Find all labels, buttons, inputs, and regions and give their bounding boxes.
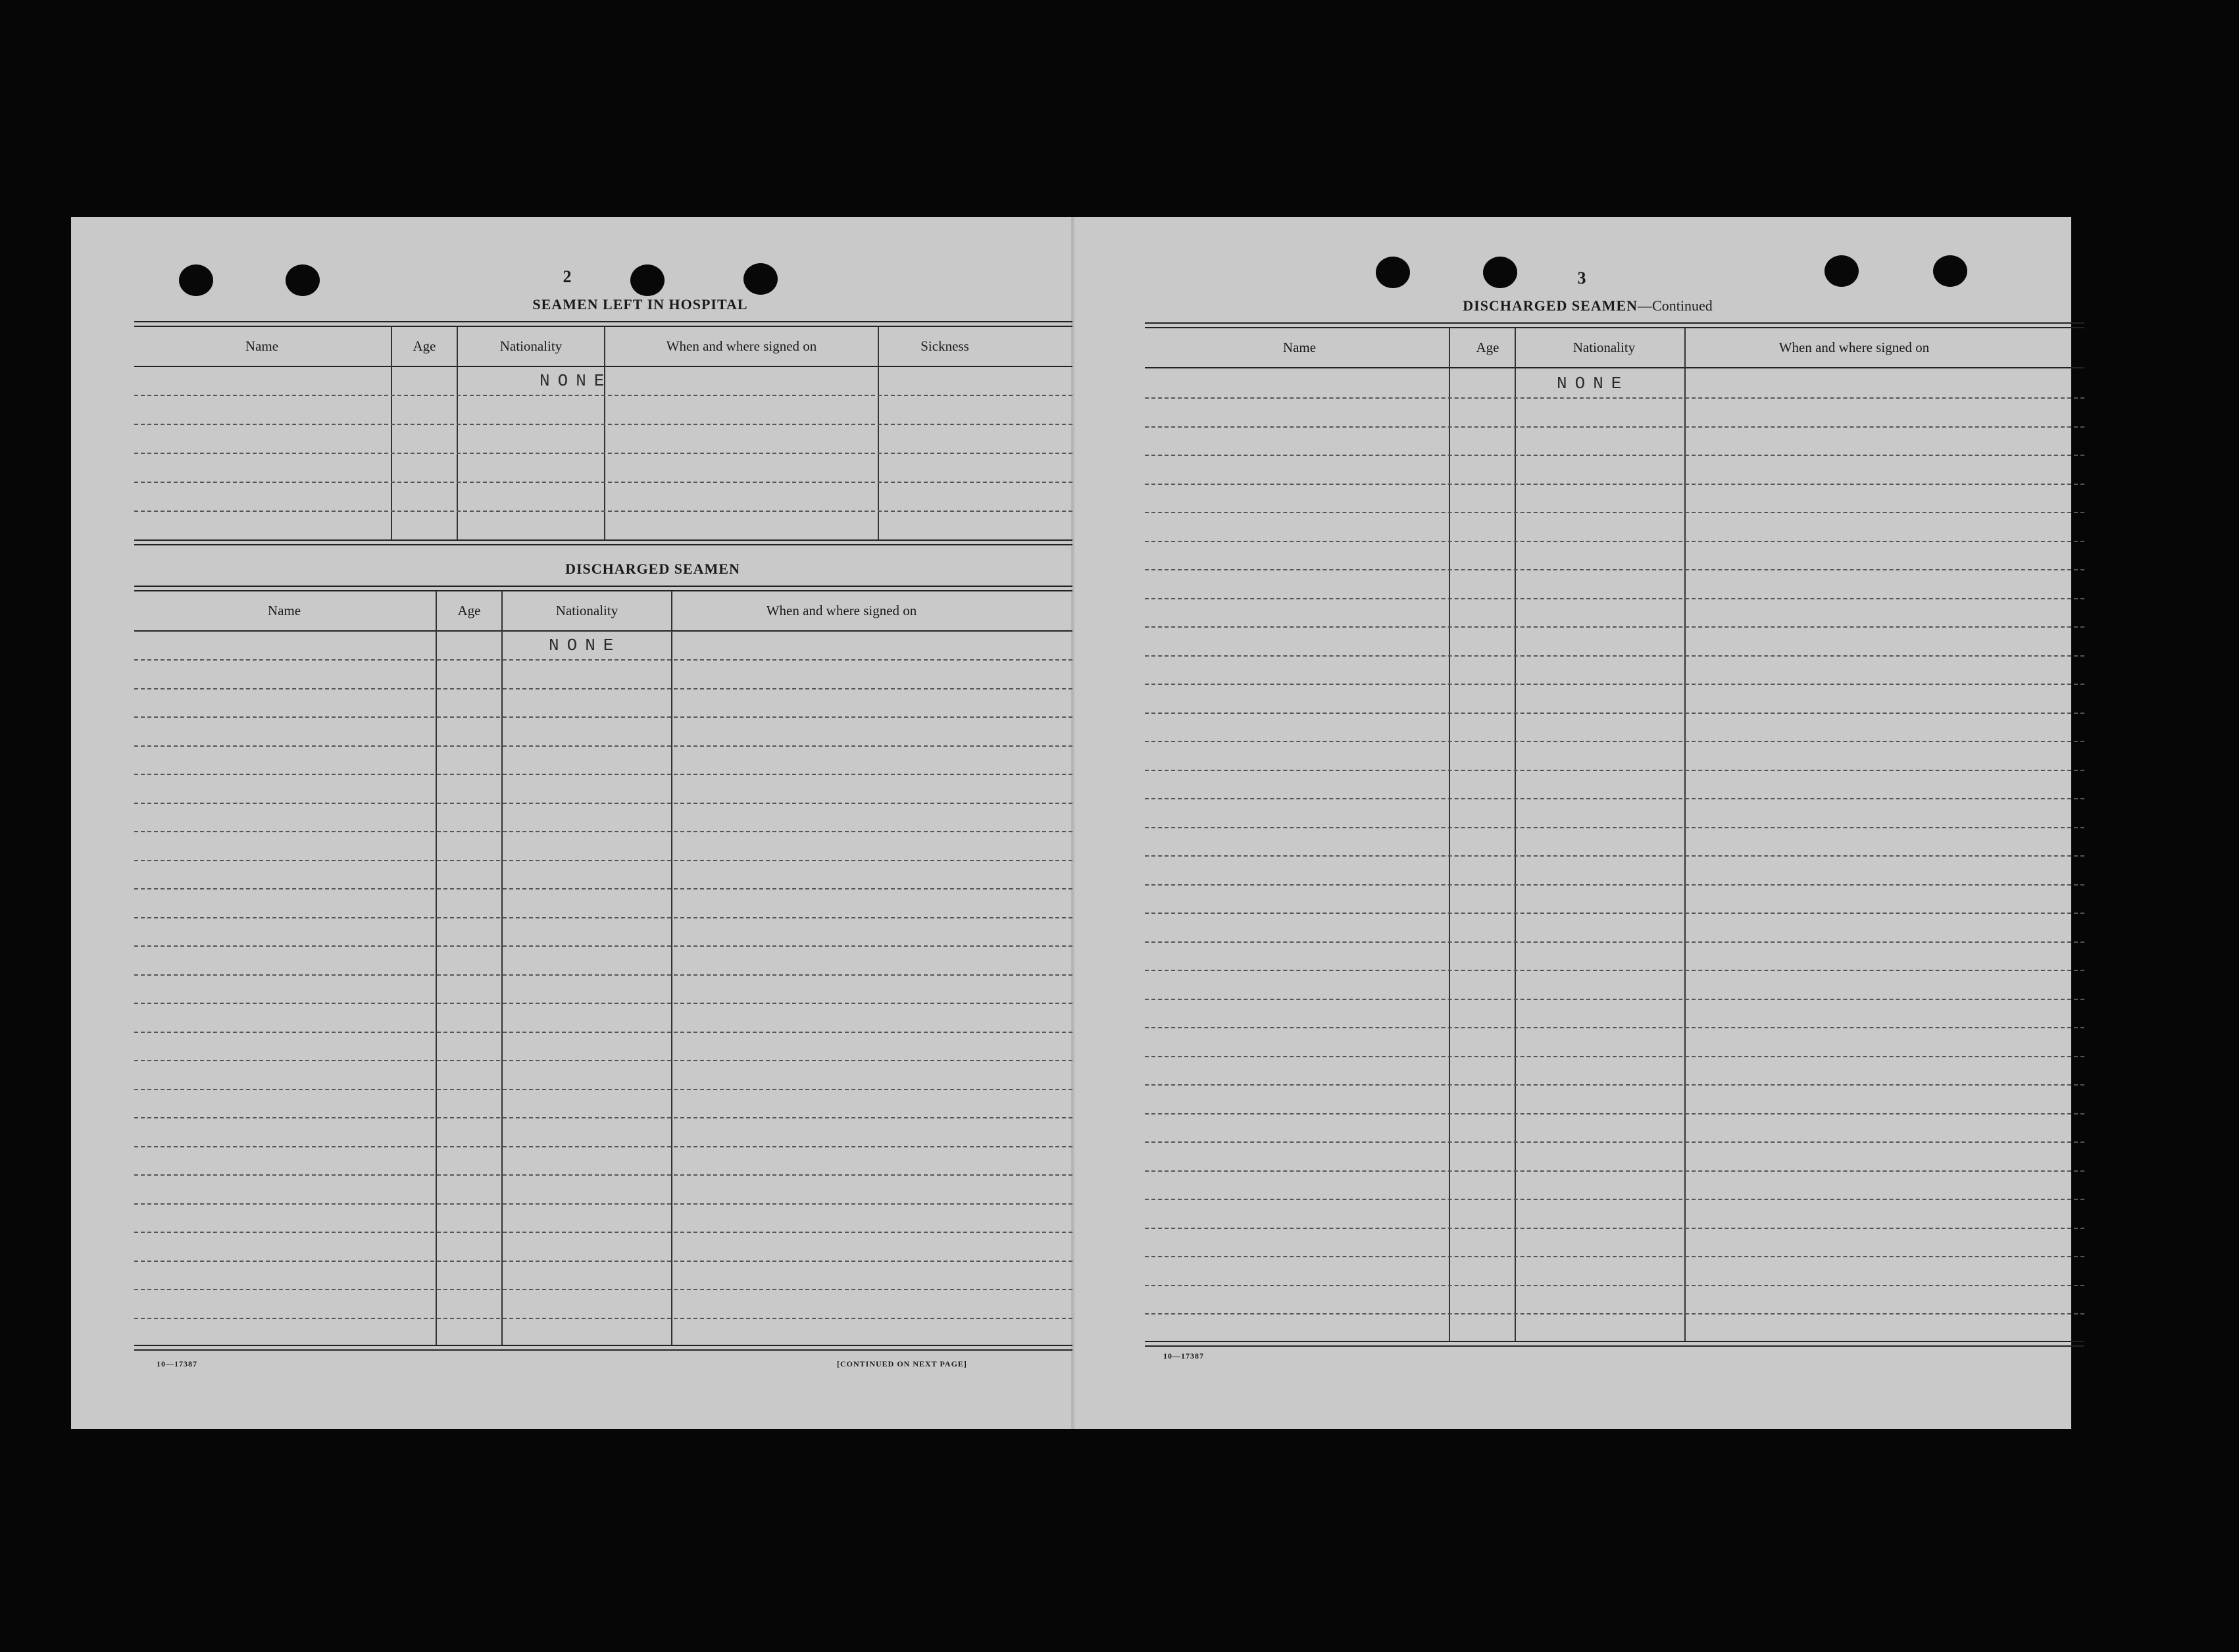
column-header-signed-on: When and where signed on [766,603,917,618]
column-divider [604,326,605,541]
document-sheet [71,217,2071,1429]
table-bottom-rule [134,1349,1072,1351]
row-rule [1145,913,2084,914]
row-rule [1145,941,2084,943]
punch-hole [1933,255,1967,287]
punch-hole [743,263,778,295]
row-rule [134,803,1072,804]
table-bottom-rule [1145,1341,2084,1342]
row-rule [134,395,1072,396]
header-rule [134,630,1072,632]
row-rule [134,1089,1072,1090]
row-rule [1145,684,2084,685]
row-rule [134,453,1072,454]
row-rule [1145,598,2084,599]
row-rule [1145,855,2084,857]
column-header-name: Name [245,338,279,354]
row-rule [1145,541,2084,542]
typed-entry-none: NONE [1557,374,1630,393]
punch-hole [1824,255,1859,287]
row-rule [1145,741,2084,742]
page-number: 2 [563,267,572,286]
header-rule [1145,367,2084,368]
punch-hole [1483,257,1517,288]
row-rule [1145,426,2084,428]
row-rule [134,716,1072,718]
table-bottom-rule [1145,1345,2084,1347]
column-divider [1515,328,1516,1342]
row-rule [134,1146,1072,1147]
row-rule [1145,713,2084,714]
row-rule [134,424,1072,425]
row-rule [1145,1256,2084,1257]
punch-hole [1376,257,1410,288]
table-bottom-rule [134,1345,1072,1346]
row-rule [134,1289,1072,1290]
column-header-age: Age [413,338,436,354]
header-rule [134,366,1072,367]
column-header-age: Age [457,603,481,618]
section-title-main: DISCHARGED SEAMEN [1463,297,1638,314]
row-rule [134,511,1072,512]
column-header-name: Name [267,603,301,618]
table-top-rule [134,321,1072,322]
row-rule [134,1318,1072,1319]
row-rule [134,831,1072,832]
table-top-rule [134,586,1072,587]
typed-entry-none: NONE [549,636,622,655]
section-title-suffix: —Continued [1638,297,1713,314]
row-rule [1145,655,2084,657]
punch-hole [179,264,213,296]
row-rule [1145,397,2084,399]
section-title: DISCHARGED SEAMEN [565,561,740,577]
row-rule [1145,455,2084,456]
row-rule [134,945,1072,947]
column-header-nationality: Nationality [499,338,563,354]
table-bottom-rule [134,544,1072,545]
row-rule [134,974,1072,976]
row-rule [134,860,1072,861]
row-rule [134,659,1072,661]
row-rule [1145,1113,2084,1114]
row-rule [134,774,1072,775]
row-rule [134,1117,1072,1118]
form-number: 10—17387 [157,1359,197,1368]
page-number: 3 [1577,268,1586,288]
row-rule [1145,626,2084,628]
column-header-sickness: Sickness [920,338,969,354]
typed-entry-none: NONE [540,371,613,391]
page-fold [1071,217,1074,1429]
row-rule [134,1203,1072,1205]
continued-note: [CONTINUED ON NEXT PAGE] [837,1359,967,1368]
row-rule [1145,1199,2084,1200]
row-rule [1145,484,2084,485]
punch-hole [630,264,665,296]
column-header-nationality: Nationality [555,603,618,618]
row-rule [1145,1228,2084,1229]
row-rule [1145,1285,2084,1286]
punch-hole [286,264,320,296]
table-top-rule [134,590,1072,591]
row-rule [134,688,1072,689]
row-rule [134,1060,1072,1061]
row-rule [134,482,1072,483]
row-rule [1145,1141,2084,1143]
column-divider [878,326,879,541]
row-rule [1145,770,2084,771]
column-divider [1449,328,1450,1342]
row-rule [134,1003,1072,1004]
row-rule [1145,1027,2084,1028]
row-rule [134,1174,1072,1176]
column-header-age: Age [1476,339,1499,355]
row-rule [1145,1313,2084,1314]
row-rule [1145,1056,2084,1057]
column-header-signed-on: When and where signed on [666,338,817,354]
row-rule [134,888,1072,889]
column-header-nationality: Nationality [1572,339,1636,355]
form-number: 10—17387 [1163,1351,1204,1361]
row-rule [134,745,1072,747]
row-rule [134,1032,1072,1033]
column-divider [391,326,392,541]
row-rule [1145,884,2084,886]
row-rule [134,917,1072,918]
row-rule [134,1261,1072,1262]
row-rule [1145,512,2084,513]
row-rule [1145,827,2084,828]
row-rule [1145,569,2084,570]
row-rule [1145,970,2084,971]
column-divider [1684,328,1686,1342]
table-top-rule [1145,327,2084,328]
row-rule [1145,999,2084,1000]
column-divider [457,326,458,541]
column-header-signed-on: When and where signed on [1778,339,1930,355]
row-rule [134,1232,1072,1233]
row-rule [1145,1170,2084,1172]
section-title [1341,297,1834,314]
table-bottom-rule [134,539,1072,541]
row-rule [1145,798,2084,799]
table-top-rule [1145,322,2084,324]
column-header-name: Name [1282,339,1317,355]
row-rule [1145,1084,2084,1086]
table-top-rule [134,326,1072,327]
section-title: SEAMEN LEFT IN HOSPITAL [532,296,748,313]
